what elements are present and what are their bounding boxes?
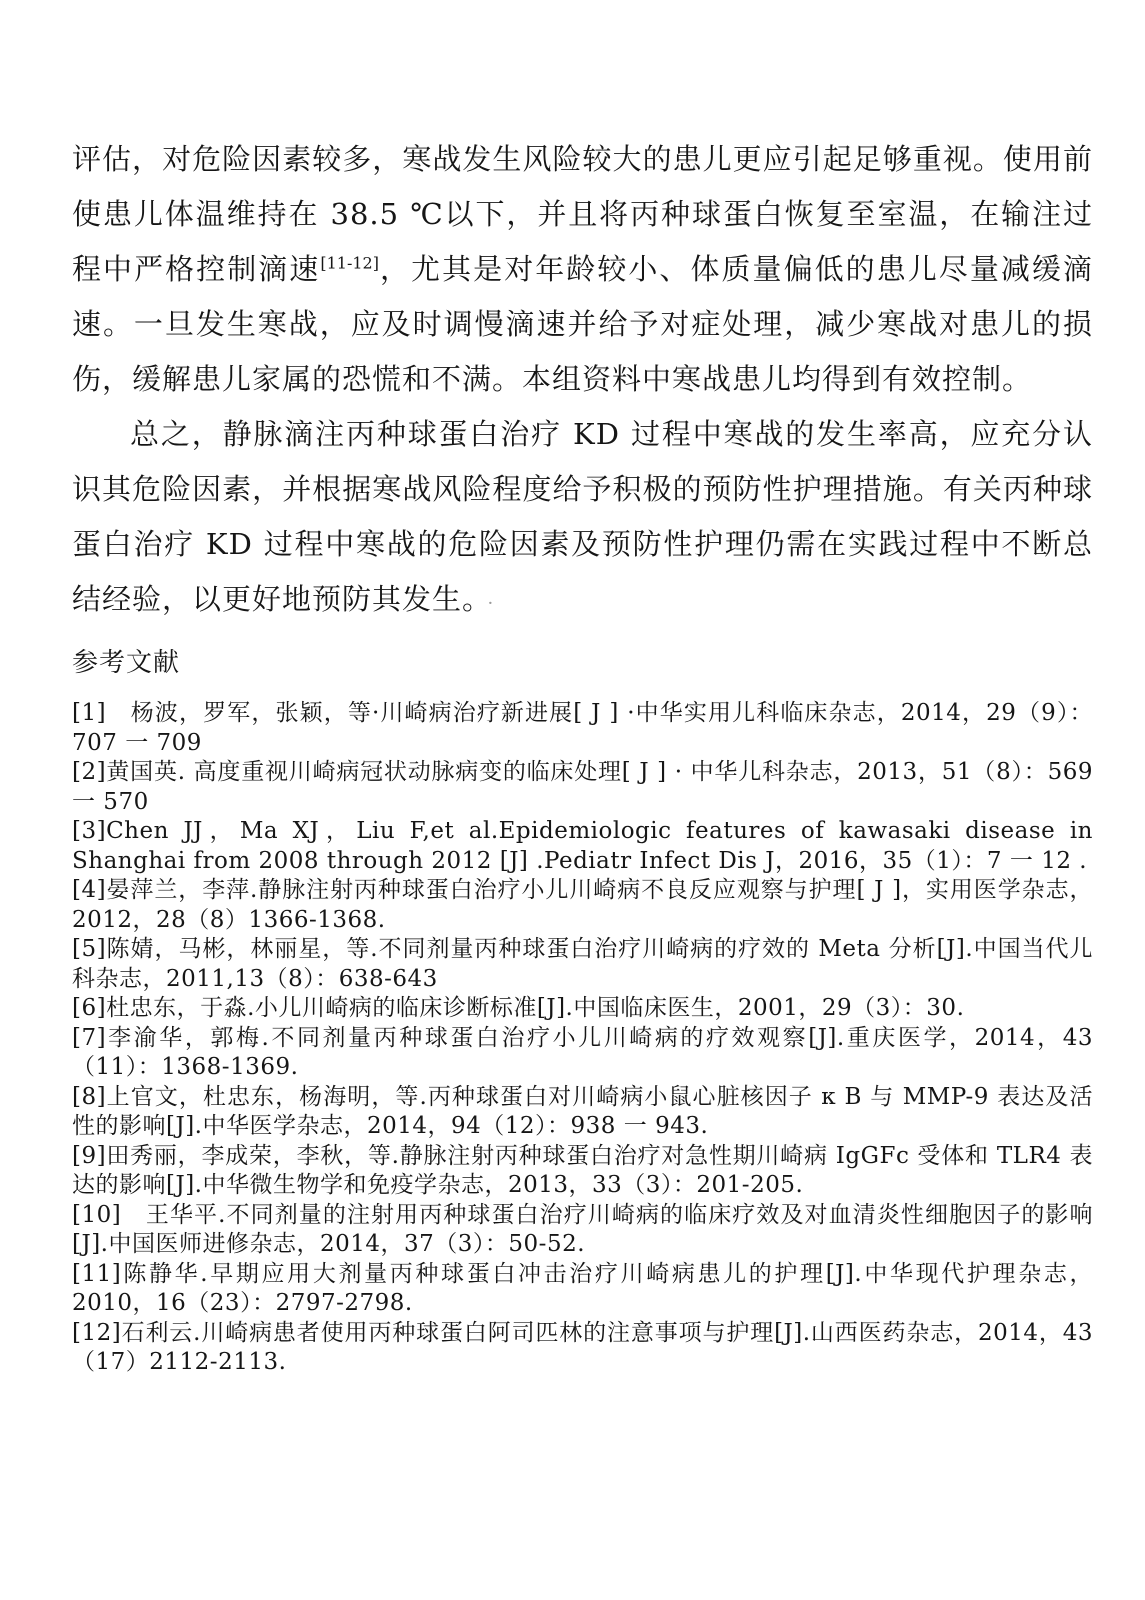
paragraph-text: 总之，静脉滴注丙种球蛋白治疗 KD 过程中寒战的发生率高，应充分认识其危险因素，并根据寒战风险程度给予积极的预防性护理措施。有关丙种球蛋白治疗 KD 过程中寒战的危险因素及预防性护理仍需在实践过程中不断总结经验，以更好地预防其发生。 [72, 417, 1093, 616]
reference-item-7: [7]李渝华，郭梅.不同剂量丙种球蛋白治疗小儿川崎病的疗效观察[J].重庆医学，2014，43（11）：1368-1369. [72, 1024, 1093, 1080]
paragraph-conclusion [72, 407, 1093, 631]
page-content [72, 0, 1093, 1378]
reference-item-9: [9]田秀丽，李成荣，李秋，等.静脉注射丙种球蛋白治疗对急性期川崎病 IgGFc 受体和 TLR4 表达的影响[J].中华微生物学和免疫学杂志，2013，33（3）：201-205. [72, 1142, 1093, 1198]
reference-item-11: [11]陈静华.早期应用大剂量丙种球蛋白冲击治疗川崎病患儿的护理[J].中华现代护理杂志，2010，16（23）：2797-2798. [72, 1260, 1093, 1316]
stray-scan-mark: · [487, 593, 495, 614]
paragraph-text: 评估，对危险因素较多，寒战发生风险较大的患儿更应引起足够重视。使用前使患儿体温维持在 38.5 ℃以下，并且将丙种球蛋白恢复至室温，在输注过程中严格控制滴速 [72, 142, 1093, 286]
reference-item-6: [6]杜忠东，于淼.小儿川崎病的临床诊断标准[J].中国临床医生，2001，29（3）：30. [72, 995, 965, 1021]
references-heading: 参考文献 [72, 648, 181, 678]
reference-item-2: [2]黄国英. 高度重视川崎病冠状动脉病变的临床处理[ J ] · 中华儿科杂志，2013，51（8）：569 一 570 [72, 759, 1093, 815]
references-list [72, 699, 1093, 1378]
paragraph-discussion-1 [72, 132, 1093, 407]
reference-item-3: [3]Chen JJ，Ma XJ，Liu F,et al.Epidemiologic features of kawasaki disease in Shanghai from 2008 through 2012 [J] .Pediatr Infect Dis J，2016，35（1）：7 一 12 . [72, 818, 1093, 874]
reference-item-5: [5]陈婧，马彬，林丽星，等.不同剂量丙种球蛋白治疗川崎病的疗效的 Meta 分析[J].中国当代儿科杂志，2011,13（8）：638-643 [72, 936, 1093, 992]
reference-item-8: [8]上官文，杜忠东，杨海明，等.丙种球蛋白对川崎病小鼠心脏核因子 κ B 与 MMP-9 表达及活性的影响[J].中华医学杂志，2014，94（12）：938 一 943. [72, 1083, 1093, 1139]
reference-item-10: [10] 王华平.不同剂量的注射用丙种球蛋白治疗川崎病的临床疗效及对血清炎性细胞因子的影响[J].中国医师进修杂志，2014，37（3）：50-52. [72, 1201, 1093, 1257]
reference-item-1: [1] 杨波，罗军，张颖，等·川崎病治疗新进展[ J ] ·中华实用儿科临床杂志，2014，29（9）：707 一 709 [72, 700, 1093, 756]
reference-item-12: [12]石利云.川崎病患者使用丙种球蛋白阿司匹林的注意事项与护理[J].山西医药杂志，2014，43（17）2112-2113. [72, 1319, 1093, 1375]
reference-item-4: [4]晏萍兰，李萍.静脉注射丙种球蛋白治疗小儿川崎病不良反应观察与护理[ J ]，实用医学杂志，2012，28（8）1366-1368. [72, 877, 1093, 933]
paragraph-text: ，尤其是对年龄较小、体质量偏低的患儿尽量减缓滴速。一旦发生寒战，应及时调慢滴速并给予对症处理，减少寒战对患儿的损伤，缓解患儿家属的恐慌和不满。本组资料中寒战患儿均得到有效控制。 [72, 252, 1093, 396]
citation-superscript: [11-12] [320, 253, 379, 273]
